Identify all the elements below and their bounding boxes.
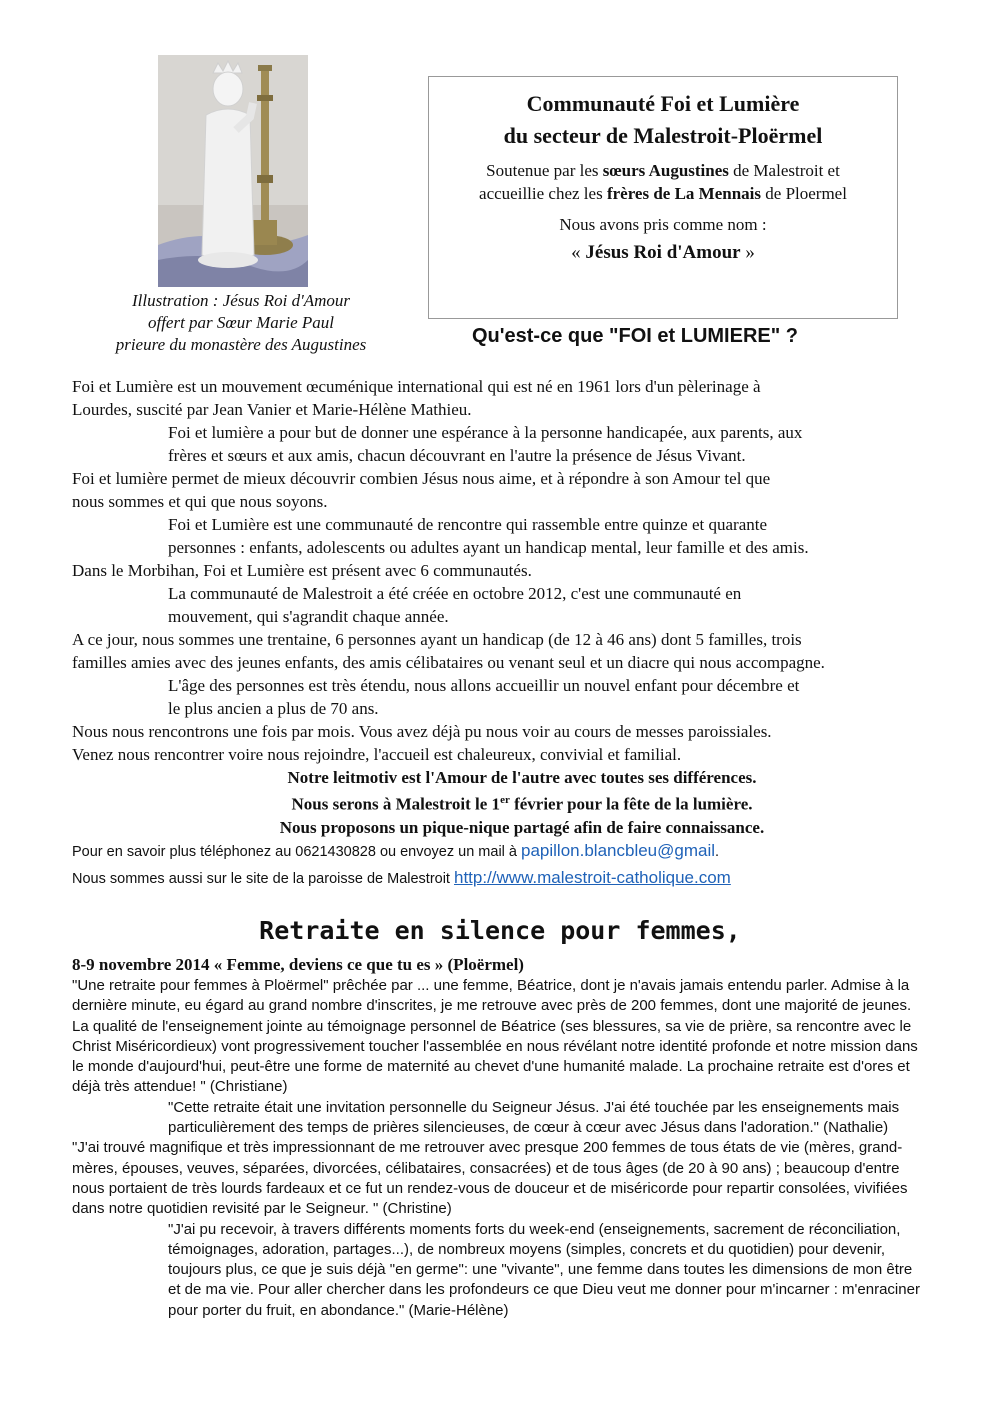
paragraph-line: Nous nous rencontrons une fois par mois. Vous avez déjà pu nous voir au cours de messes paroissiales. — [72, 722, 772, 741]
paragraph-line: nous sommes et qui que nous soyons. — [72, 492, 328, 511]
statue-illustration — [158, 55, 308, 287]
testimony-line: témoignages, adoration, partages...), de nombreux moyens (simples, concrets et du quotidien) pour devenir, — [168, 1240, 886, 1258]
testimony-line: mères, épouses, veuves, séparées, divorcées, célibataires, consacrées) et de tous âges (de 20 à 90 ans) ; beaucoup d'entre — [72, 1159, 900, 1177]
caption-line: offert par Sœur Marie Paul — [147, 313, 335, 332]
contact-line — [72, 839, 972, 864]
paragraph-line: La communauté de Malestroit a été créée en octobre 2012, c'est une communauté en — [168, 584, 742, 603]
main-article — [72, 375, 972, 891]
paragraph-line: Foi et lumière a pour but de donner une espérance à la personne handicapée, aux parents, aux — [168, 423, 803, 442]
testimony-line: nous portaient de très lourds fardeaux et ce fut un rendez-vous de douceur et de miséricorde pour repartir consolées, vivifiées — [72, 1179, 908, 1197]
text-bold: frères de La Mennais — [606, 184, 762, 203]
statue-photo — [158, 55, 308, 287]
text: de Malestroit et — [728, 161, 840, 180]
testimony-line: pour porter du fruit, en abondance." (Marie-Hélène) — [168, 1301, 509, 1319]
paragraph-line: Dans le Morbihan, Foi et Lumière est présent avec 6 communautés. — [72, 561, 532, 580]
testimony-line: La qualité de l'enseignement jointe au témoignage personnel de Béatrice (ses blessures, sa vie de prière, sa rencontre avec le — [72, 1017, 912, 1035]
testimony-line: toujours plus, ce que je suis déjà "en germe": une "vivante", une femme dans toutes les dimensions de mon être — [168, 1261, 913, 1279]
box-title: Communauté Foi et Lumière — [526, 91, 800, 116]
text: février pour la fête de la lumière. — [509, 794, 753, 814]
website-line — [72, 866, 972, 891]
paragraph-line: Foi et lumière permet de mieux découvrir combien Jésus nous aime, et à répondre à son Amour tel que — [72, 469, 771, 488]
testimony-line: particulièrement des temps de prières silencieuses, de cœur à cœur avec Jésus dans l'adoration." (Nathalie) — [168, 1119, 889, 1137]
caption-line: Illustration : Jésus Roi d'Amour — [131, 291, 350, 310]
paragraph-line: A ce jour, nous sommes une trentaine, 6 personnes ayant un handicap (de 12 à 46 ans) dont 5 familles, trois — [72, 630, 802, 649]
text: de Ploermel — [761, 184, 847, 203]
text-bold: Jésus Roi d'Amour — [585, 242, 741, 263]
retreat-subtitle: 8-9 novembre 2014 « Femme, deviens ce que tu es » (Ploërmel) — [72, 955, 524, 974]
text: » — [740, 242, 755, 263]
paragraph-line: frères et sœurs et aux amis, chacun découvrant en l'autre la présence de Jésus Vivant. — [168, 446, 746, 465]
testimony-line: le monde d'aujourd'hui, peut-être une forme de maternité au chevet d'une humanité malade. La prochaine retraite est d'ores et — [72, 1058, 910, 1076]
text-sup: er — [500, 794, 510, 806]
testimony-line: dans notre quotidien revisité par le Seigneur. " (Christine) — [72, 1200, 452, 1218]
paragraph-line: Foi et Lumière est une communauté de rencontre qui rassemble entre quinze et quarante — [168, 515, 768, 534]
paragraph-line: personnes : enfants, adolescents ou adultes ayant un handicap mental, leur famille et des amis. — [168, 538, 809, 557]
paragraph-line: L'âge des personnes est très étendu, nous allons accueillir un nouvel enfant pour décembre et — [168, 676, 800, 695]
motto-line: Notre leitmotiv est l'Amour de l'autre avec toutes ses différences. — [287, 768, 757, 787]
box-community-name — [429, 242, 897, 264]
paragraph-line: mouvement, qui s'agrandit chaque année. — [168, 607, 449, 626]
picnic-line: Nous proposons un pique-nique partagé afin de faire connaissance. — [279, 817, 765, 837]
text: Nous sommes aussi sur le site de la paroisse de Malestroit — [72, 870, 454, 887]
text: Nous serons à Malestroit le 1 — [291, 794, 501, 814]
box-name-intro: Nous avons pris comme nom : — [559, 215, 767, 234]
paragraph-line: Lourdes, suscité par Jean Vanier et Marie-Hélène Mathieu. — [72, 400, 472, 419]
paragraph-line: Venez nous rencontrer voire nous rejoindre, l'accueil est chaleureux, convivial et familial. — [72, 745, 682, 764]
text: Pour en savoir plus téléphonez au 0621430828 ou envoyez un mail à — [72, 843, 522, 860]
section-question-heading: Qu'est-ce que "FOI et LUMIERE" ? — [472, 325, 798, 347]
text-bold: sœurs Augustines — [602, 161, 729, 180]
text: accueillie chez les — [479, 184, 607, 203]
testimony-line: "J'ai trouvé magnifique et très impressionnant de me retrouver avec presque 200 femmes de tous états de vie (mères, grand- — [72, 1139, 903, 1157]
paragraph-line: familles amies avec des jeunes enfants, des amis célibataires ou venant seul et un diacre qui nous accompagne. — [72, 653, 825, 672]
text: . — [715, 843, 720, 860]
website-link[interactable]: http://www.malestroit-catholique.com — [454, 867, 731, 887]
email-link[interactable]: papillon.blancbleu@gmail — [521, 840, 716, 860]
caption-line: prieure du monastère des Augustines — [115, 335, 367, 354]
event-line — [72, 789, 972, 816]
testimony-line: "Une retraite pour femmes à Ploërmel" prêchée par ... une femme, Béatrice, dont je n'avais jamais entendu parler. Admise à la — [72, 977, 910, 994]
testimony-line: et de ma vie. Pour aller chercher dans les profondeurs ce que Dieu veut me donner pour m'incarner : m'enraciner — [168, 1281, 920, 1299]
box-support-line — [429, 159, 897, 182]
paragraph-line: le plus ancien a plus de 70 ans. — [168, 699, 379, 718]
testimony-line: "J'ai pu recevoir, à travers différents moments forts du week-end (enseignements, sacrement de réconciliation, — [168, 1220, 901, 1238]
testimony-line: dernière minute, eu égard au grand nombre d'inscrites, je me retrouve avec près de 200 femmes, dont une majorité de jeunes. — [72, 997, 912, 1015]
box-host-line — [429, 182, 897, 205]
community-box — [428, 76, 898, 319]
text: « — [571, 242, 586, 263]
testimony-line: déjà très attendue! " (Christiane) — [72, 1078, 288, 1096]
testimony-line: "Cette retraite était une invitation personnelle du Seigneur Jésus. J'ai été touchée par les enseignements mais — [168, 1098, 900, 1116]
paragraph-line: Foi et Lumière est un mouvement œcuménique international qui est né en 1961 lors d'un pèlerinage à — [72, 377, 761, 396]
testimony-line: Christ Miséricordieux) vont progressivement toucher l'assemblée en nous révélant notre identité profonde et notre mission dans — [72, 1037, 918, 1055]
illustration-caption — [82, 290, 400, 356]
retreat-title: Retraite en silence pour femmes, — [259, 916, 741, 945]
box-subtitle: du secteur de Malestroit-Ploërmel — [503, 123, 823, 148]
text: Soutenue par les — [486, 161, 603, 180]
retreat-testimonies — [72, 976, 952, 1321]
